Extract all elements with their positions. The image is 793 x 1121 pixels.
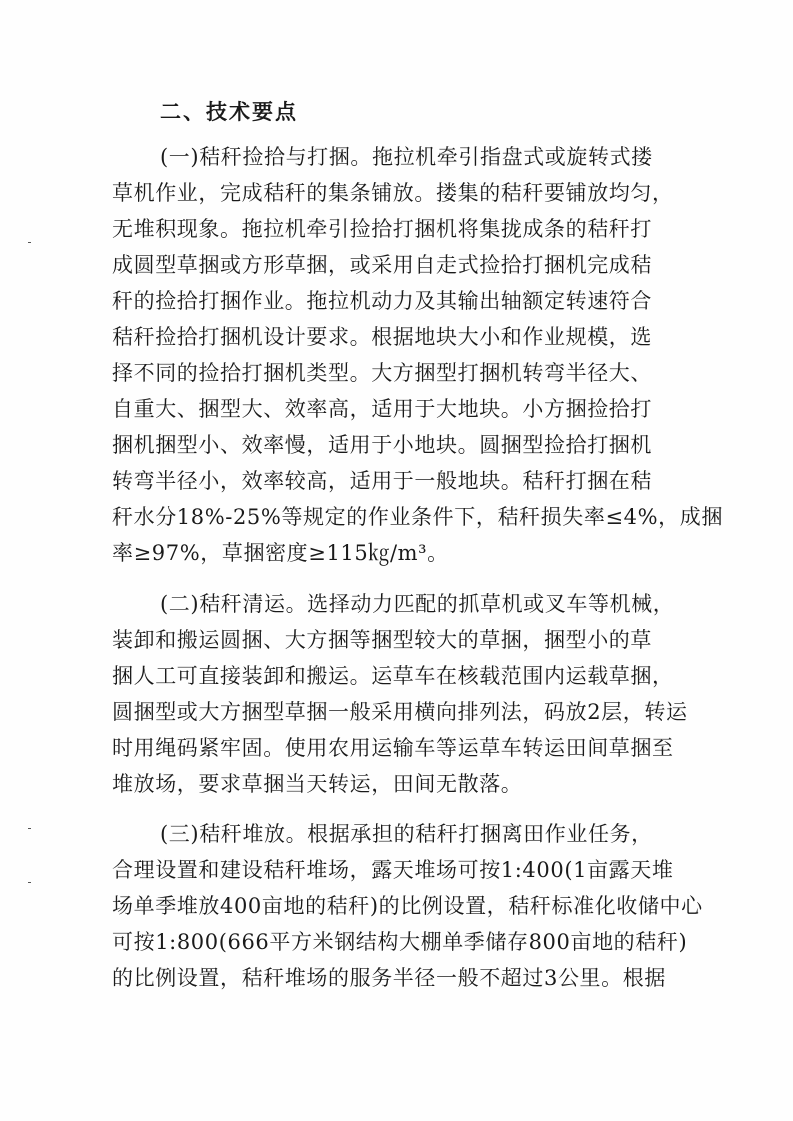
section-heading: 二、技术要点: [160, 100, 298, 124]
paragraph-line: 圆捆型或大方捆型草捆一般采用横向排列法，码放2层，转运: [112, 700, 688, 724]
paragraph-line: 成圆型草捆或方形草捆，或采用自走式捡拾打捆机完成秸: [112, 253, 652, 277]
paragraph-line: (三)秸秆堆放。根据承担的秸秆打捆离田作业任务，: [160, 822, 653, 846]
paragraph-line: 时用绳码紧牢固。使用农用运输车等运草车转运田间草捆至: [112, 736, 674, 760]
scan-mark: [28, 828, 31, 829]
paragraph-line: (一)秸秆捡拾与打捆。拖拉机牵引指盘式或旋转式搂: [160, 145, 653, 169]
paragraph-line: 草机作业，完成秸秆的集条铺放。搂集的秸秆要铺放均匀，: [112, 181, 674, 205]
paragraph-line: 的比例设置，秸秆堆场的服务半径一般不超过3公里。根据: [112, 966, 666, 990]
paragraph-line: 自重大、捆型大、效率高，适用于大地块。小方捆捡拾打: [112, 397, 652, 421]
paragraph-line: 捆机捆型小、效率慢，适用于小地块。圆捆型捡拾打捆机: [112, 433, 652, 457]
paragraph-line: (二)秸秆清运。选择动力匹配的抓草机或叉车等机械，: [160, 592, 675, 616]
scan-mark: [28, 242, 31, 243]
paragraph-line: 秆水分18%-25%等规定的作业条件下，秸秆损失率≤4%，成捆: [112, 505, 723, 529]
paragraph-line: 秸秆捡拾打捆机设计要求。根据地块大小和作业规模，选: [112, 325, 652, 349]
scan-mark: [28, 882, 31, 883]
paragraph-line: 转弯半径小，效率较高，适用于一般地块。秸秆打捆在秸: [112, 469, 652, 493]
paragraph-line: 捆人工可直接装卸和搬运。运草车在核载范围内运载草捆，: [112, 664, 674, 688]
paragraph-line: 秆的捡拾打捆作业。拖拉机动力及其输出轴额定转速符合: [112, 289, 652, 313]
paragraph-line: 堆放场，要求草捆当天转运，田间无散落。: [112, 772, 523, 796]
paragraph-line: 装卸和搬运圆捆、大方捆等捆型较大的草捆，捆型小的草: [112, 628, 652, 652]
paragraph-line: 可按1:800(666平方米钢结构大棚单季储存800亩地的秸秆): [112, 930, 688, 954]
paragraph-line: 场单季堆放400亩地的秸秆)的比例设置，秸秆标准化收储中心: [112, 894, 703, 918]
paragraph-line: 无堆积现象。拖拉机牵引捡拾打捆机将集拢成条的秸秆打: [112, 217, 652, 241]
paragraph-line: 择不同的捡拾打捆机类型。大方捆型打捆机转弯半径大、: [112, 361, 652, 385]
paragraph-line: 率≥97%，草捆密度≥115㎏/m³。: [112, 541, 449, 565]
paragraph-line: 合理设置和建设秸秆堆场，露天堆场可按1:400(1亩露天堆: [112, 858, 674, 882]
